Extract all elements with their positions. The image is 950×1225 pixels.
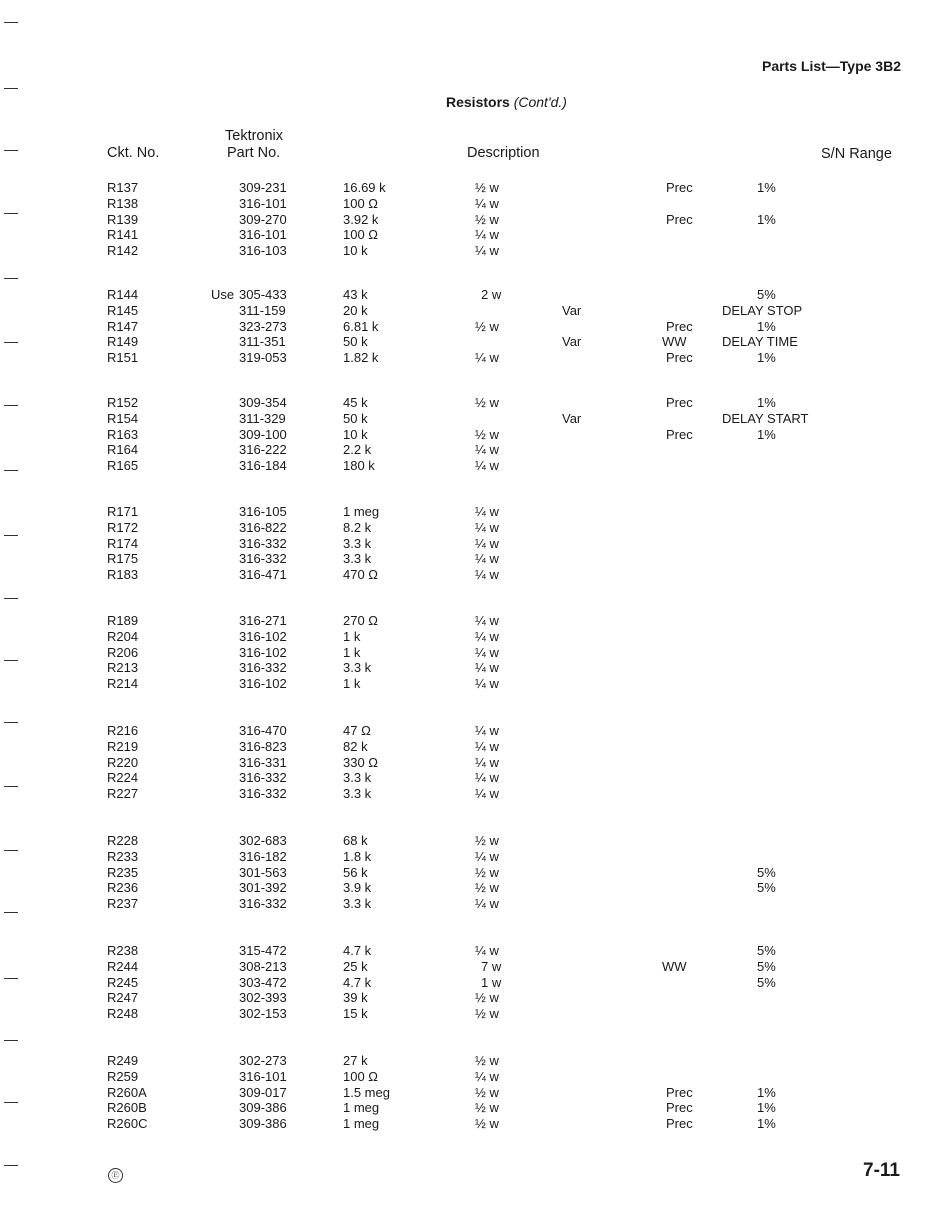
ckt-number: R149	[107, 334, 139, 350]
wattage: ½ w	[475, 426, 499, 442]
resistance-value: 1 k	[343, 676, 361, 692]
table-row	[0, 567, 950, 583]
ckt-number: R213	[107, 660, 139, 676]
ckt-number: R260B	[107, 1100, 147, 1116]
tolerance: 1%	[757, 1084, 776, 1100]
part-number: 316-332	[239, 660, 287, 676]
tolerance: 1%	[757, 350, 776, 366]
tektronix-logo-icon: Ⓔ	[108, 1168, 123, 1183]
column-header-part-no: Part No.	[227, 145, 281, 161]
resistance-value: 1.8 k	[343, 848, 372, 864]
table-row	[0, 645, 950, 661]
resistance-value: 4.7 k	[343, 943, 372, 958]
part-number: 316-101	[239, 227, 287, 243]
ckt-number: R165	[107, 458, 139, 474]
wattage: ¼ w	[475, 613, 499, 628]
table-row	[0, 975, 950, 991]
variable-note: Var	[562, 334, 582, 350]
table-row	[0, 1006, 950, 1022]
resistance-value: 100 Ω	[343, 195, 379, 211]
tolerance: 5%	[757, 864, 776, 880]
ckt-number: R235	[107, 864, 139, 880]
part-number: 316-102	[239, 676, 287, 692]
margin-tick	[4, 912, 18, 913]
resistance-value: 3.3 k	[343, 551, 372, 567]
resistance-value: 4.7 k	[343, 974, 372, 990]
resistance-value: 25 k	[343, 958, 368, 974]
part-number: 305-433	[239, 287, 287, 302]
table-row	[0, 660, 950, 676]
resistance-value: 100 Ω	[343, 227, 379, 243]
tolerance: 1%	[757, 180, 776, 195]
ckt-number: R216	[107, 723, 139, 738]
resistance-value: 10 k	[343, 426, 368, 442]
tolerance: 5%	[757, 287, 776, 302]
tolerance: 5%	[757, 974, 776, 990]
ckt-number: R244	[107, 958, 139, 974]
ckt-number: R174	[107, 535, 139, 551]
precision-note: Prec	[666, 180, 693, 195]
precision-note: Prec	[666, 1084, 693, 1100]
table-row	[0, 334, 950, 350]
ckt-number: R228	[107, 833, 139, 848]
table-row	[0, 755, 950, 771]
wattage: ¼ w	[475, 458, 499, 474]
wattage: ½ w	[475, 833, 499, 848]
table-row	[0, 350, 950, 366]
resistance-value: 2.2 k	[343, 442, 372, 458]
part-number: 316-222	[239, 442, 287, 458]
tolerance: 1%	[757, 426, 776, 442]
ckt-number: R141	[107, 227, 139, 243]
wattage: ¼ w	[475, 519, 499, 535]
column-header-ckt: Ckt. No.	[107, 145, 160, 161]
resistance-value: 56 k	[343, 864, 368, 880]
wattage: ½ w	[475, 864, 499, 880]
resistance-value: 1.82 k	[343, 350, 379, 366]
part-number: 316-101	[239, 195, 287, 211]
wattage: ¼ w	[475, 896, 499, 912]
wattage: ¼ w	[475, 644, 499, 660]
table-row	[0, 212, 950, 228]
ckt-number: R144	[107, 287, 139, 302]
part-number: 301-563	[239, 864, 287, 880]
part-number: 316-102	[239, 628, 287, 644]
table-row	[0, 427, 950, 443]
resistance-value: 1 k	[343, 644, 361, 660]
wattage: ¼ w	[475, 243, 499, 259]
margin-tick	[4, 22, 18, 23]
margin-tick	[4, 1040, 18, 1041]
resistance-value: 27 k	[343, 1053, 368, 1068]
part-number: 302-153	[239, 1006, 287, 1022]
column-header-tektronix: Tektronix	[225, 128, 284, 144]
table-row	[0, 442, 950, 458]
part-number: 302-683	[239, 833, 287, 848]
part-number: 316-182	[239, 848, 287, 864]
resistance-value: 3.3 k	[343, 786, 372, 802]
section-title-bold: Resistors	[446, 94, 510, 110]
wattage: 7 w	[481, 958, 502, 974]
table-row	[0, 319, 950, 335]
resistance-value: 50 k	[343, 410, 368, 426]
table-row	[0, 865, 950, 881]
margin-tick	[4, 850, 18, 851]
precision-note: Prec	[666, 1116, 693, 1132]
control-label: DELAY TIME	[722, 334, 798, 350]
margin-tick	[4, 213, 18, 214]
wattage: 1 w	[481, 974, 502, 990]
ckt-number: R236	[107, 880, 139, 896]
resistance-value: 330 Ω	[343, 754, 379, 770]
wattage: ¼ w	[475, 738, 499, 754]
wattage: ½ w	[475, 1100, 499, 1116]
ckt-number: R189	[107, 613, 139, 628]
margin-tick	[4, 342, 18, 343]
wattage: ½ w	[475, 880, 499, 896]
tolerance: 1%	[757, 211, 776, 227]
resistance-value: 3.3 k	[343, 535, 372, 551]
table-row	[0, 676, 950, 692]
section-title-italic: (Cont'd.)	[513, 94, 567, 110]
table-row	[0, 990, 950, 1006]
part-number: 316-822	[239, 519, 287, 535]
table-row	[0, 723, 950, 739]
margin-tick	[4, 786, 18, 787]
table-row	[0, 520, 950, 536]
part-number: 308-213	[239, 958, 287, 974]
table-row	[0, 1085, 950, 1101]
part-number: 316-184	[239, 458, 287, 474]
resistance-value: 1 k	[343, 628, 361, 644]
part-number: 302-393	[239, 990, 287, 1006]
wattage: ¼ w	[475, 628, 499, 644]
ckt-number: R183	[107, 567, 139, 583]
wirewound-note: WW	[662, 334, 687, 350]
tolerance: 5%	[757, 880, 776, 896]
precision-note: Prec	[666, 318, 693, 334]
part-number: 316-470	[239, 723, 287, 738]
ckt-number: R204	[107, 628, 139, 644]
resistance-value: 68 k	[343, 833, 368, 848]
page-header-title: Parts List—Type 3B2	[761, 58, 901, 74]
column-header-sn-range: S/N Range	[821, 146, 892, 162]
tolerance: 1%	[757, 1116, 776, 1132]
margin-tick	[4, 598, 18, 599]
margin-tick	[4, 978, 18, 979]
wattage: ½ w	[475, 1006, 499, 1022]
margin-tick	[4, 535, 18, 536]
table-row	[0, 786, 950, 802]
part-number: 316-101	[239, 1068, 287, 1084]
part-number: 316-823	[239, 738, 287, 754]
resistance-value: 82 k	[343, 738, 368, 754]
resistance-value: 1 meg	[343, 504, 380, 519]
part-number: 301-392	[239, 880, 287, 896]
table-row	[0, 227, 950, 243]
resistance-value: 270 Ω	[343, 613, 379, 628]
part-number: 309-270	[239, 211, 287, 227]
part-number: 311-351	[239, 334, 286, 350]
resistance-value: 1.5 meg	[343, 1084, 390, 1100]
ckt-number: R147	[107, 318, 139, 334]
section-title	[446, 94, 567, 110]
margin-tick	[4, 405, 18, 406]
variable-note: Var	[562, 302, 582, 318]
resistance-value: 39 k	[343, 990, 368, 1006]
use-note: Use	[211, 287, 235, 302]
page-number: 7-11	[863, 1160, 900, 1181]
margin-tick	[4, 278, 18, 279]
wattage: ¼ w	[475, 660, 499, 676]
ckt-number: R175	[107, 551, 139, 567]
wattage: ¼ w	[475, 227, 499, 243]
wattage: ¼ w	[475, 770, 499, 786]
precision-note: Prec	[666, 1100, 693, 1116]
part-number: 311-329	[239, 410, 286, 426]
ckt-number: R248	[107, 1006, 139, 1022]
wattage: ¼ w	[475, 567, 499, 583]
resistance-value: 1 meg	[343, 1100, 380, 1116]
ckt-number: R163	[107, 426, 139, 442]
ckt-number: R237	[107, 896, 139, 912]
wattage: ½ w	[475, 395, 499, 410]
ckt-number: R145	[107, 302, 139, 318]
table-row	[0, 613, 950, 629]
resistance-value: 16.69 k	[343, 180, 386, 195]
table-row	[0, 458, 950, 474]
part-number: 309-017	[239, 1084, 287, 1100]
ckt-number: R249	[107, 1053, 139, 1068]
wattage: ½ w	[475, 1084, 499, 1100]
margin-tick	[4, 470, 18, 471]
part-number: 309-100	[239, 426, 287, 442]
wattage: ¼ w	[475, 535, 499, 551]
resistance-value: 3.3 k	[343, 660, 372, 676]
part-number: 316-332	[239, 535, 287, 551]
wattage: ¼ w	[475, 504, 499, 519]
ckt-number: R152	[107, 395, 139, 410]
table-row	[0, 896, 950, 912]
ckt-number: R142	[107, 243, 139, 259]
ckt-number: R172	[107, 519, 139, 535]
wattage: ½ w	[475, 1053, 499, 1068]
ckt-number: R259	[107, 1068, 139, 1084]
part-number: 309-386	[239, 1100, 287, 1116]
wirewound-note: WW	[662, 958, 687, 974]
wattage: ¼ w	[475, 723, 499, 738]
resistance-value: 3.3 k	[343, 770, 372, 786]
resistance-value: 8.2 k	[343, 519, 372, 535]
part-number: 309-354	[239, 395, 287, 410]
part-number: 316-102	[239, 644, 287, 660]
wattage: ¼ w	[475, 442, 499, 458]
wattage: ¼ w	[475, 1068, 499, 1084]
margin-tick	[4, 1165, 18, 1166]
part-number: 316-471	[239, 567, 287, 583]
table-row	[0, 303, 950, 319]
resistance-value: 3.3 k	[343, 896, 372, 912]
ckt-number: R138	[107, 195, 139, 211]
tolerance: 1%	[757, 395, 776, 410]
table-row	[0, 196, 950, 212]
precision-note: Prec	[666, 395, 693, 410]
table-row	[0, 243, 950, 259]
part-number: 316-103	[239, 243, 287, 259]
part-number: 323-273	[239, 318, 287, 334]
part-number: 316-332	[239, 786, 287, 802]
resistance-value: 470 Ω	[343, 567, 379, 583]
precision-note: Prec	[666, 211, 693, 227]
wattage: ½ w	[475, 318, 499, 334]
part-number: 315-472	[239, 943, 287, 958]
part-number: 309-231	[239, 180, 287, 195]
resistance-value: 3.9 k	[343, 880, 372, 896]
ckt-number: R260A	[107, 1084, 147, 1100]
ckt-number: R171	[107, 504, 139, 519]
ckt-number: R245	[107, 974, 139, 990]
part-number: 311-159	[239, 302, 286, 318]
wattage: ½ w	[475, 180, 499, 195]
tolerance: 5%	[757, 943, 776, 958]
ckt-number: R247	[107, 990, 139, 1006]
wattage: ¼ w	[475, 551, 499, 567]
table-row	[0, 959, 950, 975]
wattage: ¼ w	[475, 786, 499, 802]
margin-tick	[4, 150, 18, 151]
resistance-value: 45 k	[343, 395, 368, 410]
table-row	[0, 739, 950, 755]
part-number: 316-331	[239, 754, 287, 770]
ckt-number: R139	[107, 211, 139, 227]
ckt-number: R233	[107, 848, 139, 864]
table-row	[0, 1069, 950, 1085]
resistance-value: 15 k	[343, 1006, 368, 1022]
ckt-number: R220	[107, 754, 139, 770]
margin-tick	[4, 1102, 18, 1103]
ckt-number: R206	[107, 644, 139, 660]
resistance-value: 10 k	[343, 243, 368, 259]
table-row	[0, 287, 950, 303]
resistance-value: 3.92 k	[343, 211, 379, 227]
ckt-number: R227	[107, 786, 139, 802]
resistance-value: 6.81 k	[343, 318, 379, 334]
ckt-number: R137	[107, 180, 139, 195]
wattage: ½ w	[475, 1116, 499, 1132]
resistance-value: 180 k	[343, 458, 375, 474]
tolerance: 1%	[757, 1100, 776, 1116]
resistance-value: 43 k	[343, 287, 368, 302]
table-row	[0, 411, 950, 427]
part-number: 316-332	[239, 896, 287, 912]
table-row	[0, 1116, 950, 1132]
wattage: ¼ w	[475, 754, 499, 770]
table-row	[0, 1053, 950, 1069]
tolerance: 5%	[757, 958, 776, 974]
resistance-value: 47 Ω	[343, 723, 371, 738]
resistance-value: 50 k	[343, 334, 368, 350]
margin-tick	[4, 88, 18, 89]
ckt-number: R238	[107, 943, 139, 958]
control-label: DELAY START	[722, 410, 809, 426]
wattage: ¼ w	[475, 943, 499, 958]
ckt-number: R224	[107, 770, 139, 786]
wattage: ¼ w	[475, 350, 499, 366]
wattage: 2 w	[481, 287, 502, 302]
column-header-description: Description	[467, 145, 540, 161]
variable-note: Var	[562, 410, 582, 426]
ckt-number: R260C	[107, 1116, 148, 1132]
table-row	[0, 943, 950, 959]
part-number: 316-271	[239, 613, 287, 628]
margin-tick	[4, 660, 18, 661]
table-row	[0, 1100, 950, 1116]
part-number: 319-053	[239, 350, 287, 366]
table-row	[0, 504, 950, 520]
ckt-number: R164	[107, 442, 139, 458]
ckt-number: R154	[107, 410, 139, 426]
part-number: 302-273	[239, 1053, 287, 1068]
table-row	[0, 395, 950, 411]
resistance-value: 100 Ω	[343, 1068, 379, 1084]
wattage: ¼ w	[475, 848, 499, 864]
part-number: 316-105	[239, 504, 287, 519]
table-row	[0, 629, 950, 645]
ckt-number: R219	[107, 738, 139, 754]
table-row	[0, 180, 950, 196]
margin-tick	[4, 722, 18, 723]
part-number: 316-332	[239, 770, 287, 786]
table-row	[0, 880, 950, 896]
wattage: ¼ w	[475, 195, 499, 211]
part-number: 316-332	[239, 551, 287, 567]
precision-note: Prec	[666, 350, 693, 366]
tolerance: 1%	[757, 318, 776, 334]
precision-note: Prec	[666, 426, 693, 442]
wattage: ¼ w	[475, 676, 499, 692]
part-number: 309-386	[239, 1116, 287, 1132]
table-row	[0, 833, 950, 849]
wattage: ½ w	[475, 211, 499, 227]
resistance-value: 1 meg	[343, 1116, 380, 1132]
table-row	[0, 770, 950, 786]
table-row	[0, 551, 950, 567]
ckt-number: R214	[107, 676, 139, 692]
ckt-number: R151	[107, 350, 139, 366]
control-label: DELAY STOP	[722, 302, 803, 318]
table-row	[0, 536, 950, 552]
table-row	[0, 849, 950, 865]
wattage: ½ w	[475, 990, 499, 1006]
part-number: 303-472	[239, 974, 287, 990]
resistance-value: 20 k	[343, 302, 368, 318]
